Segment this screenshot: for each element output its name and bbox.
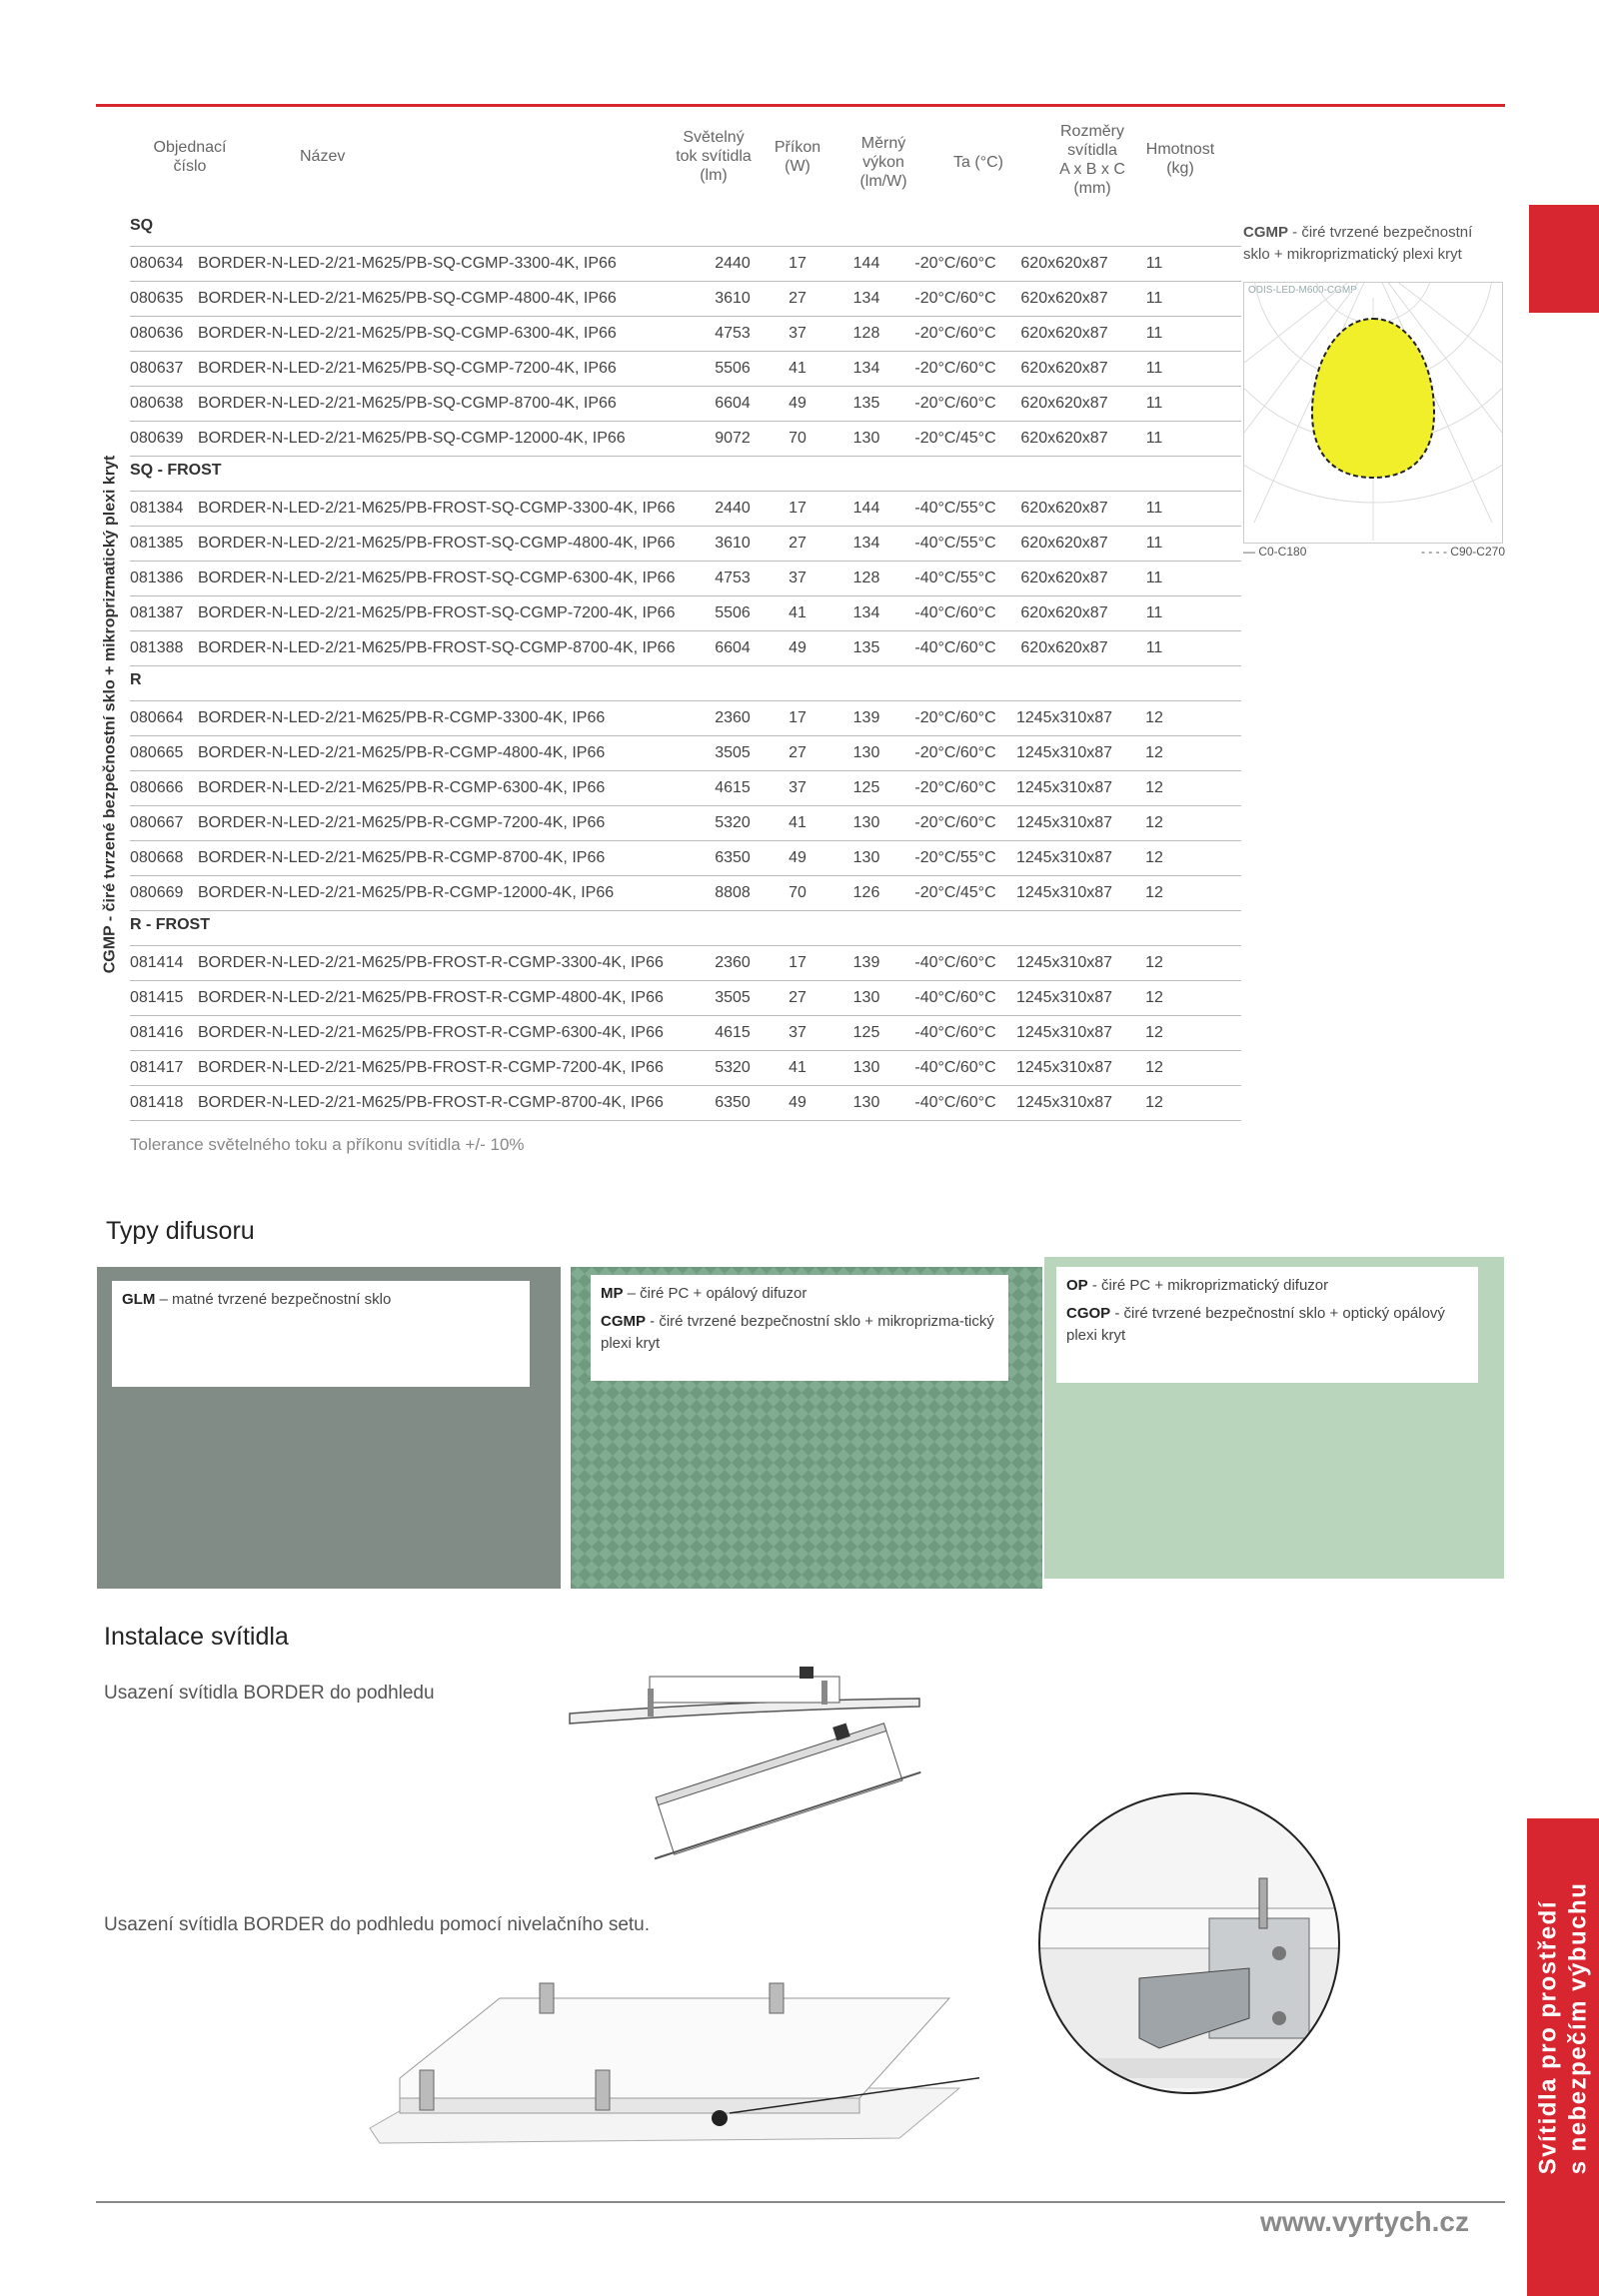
ambient-temp-cell: -40°C/60°C bbox=[914, 954, 996, 971]
table-row bbox=[130, 562, 1241, 596]
power-cell: 49 bbox=[789, 849, 806, 866]
weight-cell: 12 bbox=[1145, 884, 1163, 901]
product-name-cell: BORDER-N-LED-2/21-M625/PB-R-CGMP-12000-4K, IP66 bbox=[198, 884, 615, 901]
ambient-temp-cell: -20°C/60°C bbox=[914, 255, 996, 272]
ambient-temp-cell: -20°C/60°C bbox=[914, 814, 996, 831]
dimensions-cell: 1245x310x87 bbox=[1015, 744, 1113, 761]
product-name-cell: BORDER-N-LED-2/21-M625/PB-R-CGMP-4800-4K, IP66 bbox=[198, 744, 606, 761]
luminous-flux-cell: 5320 bbox=[715, 1059, 751, 1076]
power-cell: 37 bbox=[789, 779, 806, 796]
dimensions-cell: 1245x310x87 bbox=[1015, 709, 1113, 726]
order-code-cell: 080639 bbox=[130, 430, 184, 447]
weight-cell: 11 bbox=[1145, 570, 1163, 586]
luminous-flux-cell: 3505 bbox=[715, 989, 751, 1006]
product-table bbox=[130, 212, 1241, 1121]
table-row bbox=[130, 946, 1241, 981]
order-code-cell: 080636 bbox=[130, 325, 184, 342]
power-cell: 41 bbox=[789, 360, 806, 377]
efficacy-cell: 128 bbox=[852, 325, 880, 342]
ambient-temp-cell: -20°C/60°C bbox=[914, 360, 996, 377]
weight-cell: 12 bbox=[1145, 709, 1163, 726]
luminous-flux-cell: 6604 bbox=[715, 395, 751, 412]
product-name-cell: BORDER-N-LED-2/21-M625/PB-SQ-CGMP-8700-4K, IP66 bbox=[198, 395, 617, 412]
power-cell: 49 bbox=[789, 639, 806, 656]
polar-diagram-svg bbox=[1244, 283, 1502, 543]
ambient-temp-cell: -20°C/60°C bbox=[914, 290, 996, 307]
luminous-flux-cell: 3610 bbox=[715, 290, 751, 307]
weight-cell: 12 bbox=[1145, 989, 1163, 1006]
order-code-cell: 081416 bbox=[130, 1024, 184, 1041]
header-ta: Ta (°C) bbox=[953, 154, 1003, 171]
dimensions-cell: 620x620x87 bbox=[1020, 570, 1108, 586]
product-name-cell: BORDER-N-LED-2/21-M625/PB-R-CGMP-7200-4K, IP66 bbox=[198, 814, 606, 831]
weight-cell: 11 bbox=[1145, 500, 1163, 517]
weight-cell: 11 bbox=[1145, 360, 1163, 377]
order-code-cell: 081386 bbox=[130, 570, 184, 586]
table-row bbox=[130, 1016, 1241, 1051]
power-cell: 37 bbox=[789, 325, 806, 342]
bottom-rule bbox=[96, 2201, 1505, 2203]
table-row bbox=[130, 841, 1241, 876]
product-name-cell: BORDER-N-LED-2/21-M625/PB-R-CGMP-3300-4K, IP66 bbox=[198, 709, 606, 726]
efficacy-cell: 139 bbox=[852, 709, 880, 726]
material-vertical-label: CGMP - čiré tvrzené bezpečnostní sklo + mikroprizmatický plexi kryt bbox=[101, 455, 118, 974]
efficacy-cell: 128 bbox=[852, 570, 880, 586]
product-name-cell: BORDER-N-LED-2/21-M625/PB-FROST-R-CGMP-7200-4K, IP66 bbox=[198, 1059, 664, 1076]
product-name-cell: BORDER-N-LED-2/21-M625/PB-FROST-SQ-CGMP-7200-4K, IP66 bbox=[198, 604, 676, 621]
ambient-temp-cell: -40°C/60°C bbox=[914, 989, 996, 1006]
diffuser-glm-label: GLM – matné tvrzené bezpečnostní sklo bbox=[112, 1281, 530, 1387]
diffuser-mp-sample bbox=[571, 1267, 1042, 1589]
installation-text-1: Usazení svítidla BORDER do podhledu bbox=[104, 1683, 435, 1704]
dimensions-cell: 1245x310x87 bbox=[1015, 884, 1113, 901]
weight-cell: 11 bbox=[1145, 290, 1163, 307]
efficacy-cell: 144 bbox=[852, 500, 880, 517]
efficacy-cell: 125 bbox=[852, 779, 880, 796]
product-name-cell: BORDER-N-LED-2/21-M625/PB-FROST-R-CGMP-8700-4K, IP66 bbox=[198, 1094, 664, 1111]
weight-cell: 11 bbox=[1145, 604, 1163, 621]
ambient-temp-cell: -40°C/55°C bbox=[914, 500, 996, 517]
efficacy-cell: 126 bbox=[852, 884, 880, 901]
order-code-cell: 080635 bbox=[130, 290, 184, 307]
product-name-cell: BORDER-N-LED-2/21-M625/PB-SQ-CGMP-6300-4K, IP66 bbox=[198, 325, 617, 342]
power-cell: 27 bbox=[789, 744, 806, 761]
dimensions-cell: 1245x310x87 bbox=[1015, 1094, 1113, 1111]
table-row bbox=[130, 352, 1241, 387]
weight-cell: 12 bbox=[1145, 1059, 1163, 1076]
ambient-temp-cell: -20°C/60°C bbox=[914, 779, 996, 796]
dimensions-cell: 1245x310x87 bbox=[1015, 849, 1113, 866]
ambient-temp-cell: -40°C/60°C bbox=[914, 1059, 996, 1076]
efficacy-cell: 130 bbox=[852, 430, 880, 447]
power-cell: 41 bbox=[789, 1059, 806, 1076]
table-row bbox=[130, 387, 1241, 422]
power-cell: 27 bbox=[789, 989, 806, 1006]
power-cell: 49 bbox=[789, 395, 806, 412]
order-code-cell: 080637 bbox=[130, 360, 184, 377]
group-title: R - FROST bbox=[130, 911, 1241, 946]
weight-cell: 12 bbox=[1145, 849, 1163, 866]
top-red-rule bbox=[96, 104, 1505, 107]
product-name-cell: BORDER-N-LED-2/21-M625/PB-FROST-R-CGMP-3300-4K, IP66 bbox=[198, 954, 664, 971]
dimensions-cell: 620x620x87 bbox=[1020, 395, 1108, 412]
diffuser-op-label: OP - čiré PC + mikroprizmatický difuzor CGOP - čiré tvrzené bezpečnostní sklo + optický opálový plexi kryt bbox=[1056, 1267, 1478, 1383]
ambient-temp-cell: -40°C/60°C bbox=[914, 639, 996, 656]
group-title: SQ - FROST bbox=[130, 457, 1241, 492]
footer-url: www.vyrtych.cz bbox=[1259, 2206, 1469, 2237]
table-row bbox=[130, 1051, 1241, 1086]
dimensions-cell: 620x620x87 bbox=[1020, 430, 1108, 447]
ambient-temp-cell: -20°C/45°C bbox=[914, 884, 996, 901]
luminous-flux-cell: 4615 bbox=[715, 779, 751, 796]
dimensions-cell: 620x620x87 bbox=[1020, 255, 1108, 272]
power-cell: 70 bbox=[789, 430, 806, 447]
table-row bbox=[130, 282, 1241, 317]
dimensions-cell: 1245x310x87 bbox=[1015, 814, 1113, 831]
weight-cell: 11 bbox=[1145, 639, 1163, 656]
dimensions-cell: 1245x310x87 bbox=[1015, 954, 1113, 971]
weight-cell: 11 bbox=[1145, 255, 1163, 272]
luminous-flux-cell: 5320 bbox=[715, 814, 751, 831]
product-name-cell: BORDER-N-LED-2/21-M625/PB-SQ-CGMP-3300-4K, IP66 bbox=[198, 255, 617, 272]
table-row bbox=[130, 492, 1241, 527]
product-name-cell: BORDER-N-LED-2/21-M625/PB-FROST-R-CGMP-6300-4K, IP66 bbox=[198, 1024, 664, 1041]
product-name-cell: BORDER-N-LED-2/21-M625/PB-FROST-SQ-CGMP-4800-4K, IP66 bbox=[198, 535, 676, 552]
ambient-temp-cell: -40°C/60°C bbox=[914, 604, 996, 621]
ambient-temp-cell: -40°C/55°C bbox=[914, 535, 996, 552]
group-title: SQ bbox=[130, 212, 1241, 247]
legend-c90-c270: - - - - C90-C270 bbox=[1420, 545, 1505, 559]
dimensions-cell: 1245x310x87 bbox=[1015, 779, 1113, 796]
polar-curve bbox=[1312, 319, 1434, 478]
efficacy-cell: 139 bbox=[852, 954, 880, 971]
dimensions-cell: 1245x310x87 bbox=[1015, 989, 1113, 1006]
luminous-flux-cell: 3610 bbox=[715, 535, 751, 552]
diffusers-title: Typy difusoru bbox=[106, 1217, 255, 1245]
product-name-cell: BORDER-N-LED-2/21-M625/PB-FROST-SQ-CGMP-6300-4K, IP66 bbox=[198, 570, 676, 586]
weight-cell: 12 bbox=[1145, 779, 1163, 796]
order-code-cell: 080665 bbox=[130, 744, 184, 761]
power-cell: 37 bbox=[789, 1024, 806, 1041]
order-code-cell: 080638 bbox=[130, 395, 184, 412]
luminous-flux-cell: 8808 bbox=[715, 884, 751, 901]
product-name-cell: BORDER-N-LED-2/21-M625/PB-R-CGMP-6300-4K, IP66 bbox=[198, 779, 606, 796]
order-code-cell: 081418 bbox=[130, 1094, 184, 1111]
table-row bbox=[130, 1086, 1241, 1121]
table-row bbox=[130, 422, 1241, 457]
diffuser-glm-sample bbox=[97, 1267, 561, 1589]
luminous-flux-cell: 3505 bbox=[715, 744, 751, 761]
efficacy-cell: 130 bbox=[852, 1094, 880, 1111]
product-name-cell: BORDER-N-LED-2/21-M625/PB-FROST-SQ-CGMP-8700-4K, IP66 bbox=[198, 639, 676, 656]
detail-zoom-circle bbox=[1029, 1788, 1349, 2098]
power-cell: 27 bbox=[789, 290, 806, 307]
installation-diagram-ceiling bbox=[560, 1649, 939, 1878]
product-name-cell: BORDER-N-LED-2/21-M625/PB-SQ-CGMP-7200-4K, IP66 bbox=[198, 360, 617, 377]
efficacy-cell: 134 bbox=[852, 604, 880, 621]
luminous-flux-cell: 2440 bbox=[715, 255, 751, 272]
efficacy-cell: 130 bbox=[852, 849, 880, 866]
dimensions-cell: 620x620x87 bbox=[1020, 500, 1108, 517]
table-row bbox=[130, 631, 1241, 666]
weight-cell: 11 bbox=[1145, 430, 1163, 447]
efficacy-cell: 144 bbox=[852, 255, 880, 272]
order-code-cell: 080664 bbox=[130, 709, 184, 726]
ambient-temp-cell: -20°C/60°C bbox=[914, 744, 996, 761]
weight-cell: 11 bbox=[1145, 325, 1163, 342]
efficacy-cell: 135 bbox=[852, 639, 880, 656]
dimensions-cell: 620x620x87 bbox=[1020, 639, 1108, 656]
ambient-temp-cell: -20°C/45°C bbox=[914, 430, 996, 447]
header-dims: Rozměry svítidla A x B x C (mm) bbox=[1059, 123, 1125, 197]
efficacy-cell: 134 bbox=[852, 535, 880, 552]
luminous-flux-cell: 6604 bbox=[715, 639, 751, 656]
product-name-cell: BORDER-N-LED-2/21-M625/PB-FROST-R-CGMP-4800-4K, IP66 bbox=[198, 989, 664, 1006]
order-code-cell: 081387 bbox=[130, 604, 184, 621]
luminous-flux-cell: 6350 bbox=[715, 1094, 751, 1111]
ambient-temp-cell: -20°C/55°C bbox=[914, 849, 996, 866]
power-cell: 41 bbox=[789, 604, 806, 621]
luminous-flux-cell: 9072 bbox=[715, 430, 751, 447]
weight-cell: 12 bbox=[1145, 954, 1163, 971]
table-row bbox=[130, 771, 1241, 806]
table-row bbox=[130, 876, 1241, 911]
header-name: Název bbox=[300, 148, 346, 165]
dimensions-cell: 1245x310x87 bbox=[1015, 1024, 1113, 1041]
efficacy-cell: 134 bbox=[852, 360, 880, 377]
header-code: Objednací číslo bbox=[153, 139, 227, 175]
diffuser-mp-label: MP – čiré PC + opálový difuzor CGMP - čiré tvrzené bezpečnostní sklo + mikroprizma-tický plexi kryt bbox=[591, 1275, 1008, 1381]
efficacy-cell: 130 bbox=[852, 814, 880, 831]
order-code-cell: 080666 bbox=[130, 779, 184, 796]
power-cell: 27 bbox=[789, 535, 806, 552]
order-code-cell: 081414 bbox=[130, 954, 184, 971]
luminous-flux-cell: 2440 bbox=[715, 500, 751, 517]
ambient-temp-cell: -20°C/60°C bbox=[914, 709, 996, 726]
installation-title: Instalace svítidla bbox=[104, 1623, 289, 1651]
ambient-temp-cell: -40°C/60°C bbox=[914, 1094, 996, 1111]
dimensions-cell: 620x620x87 bbox=[1020, 360, 1108, 377]
polar-caption: CGMP - čiré tvrzené bezpečnostní sklo + mikroprizmatický plexi kryt bbox=[1243, 224, 1473, 263]
luminous-flux-cell: 2360 bbox=[715, 954, 751, 971]
power-cell: 17 bbox=[789, 954, 806, 971]
table-row bbox=[130, 736, 1241, 771]
legend-c0-c180: — C0-C180 bbox=[1243, 545, 1307, 559]
product-name-cell: BORDER-N-LED-2/21-M625/PB-SQ-CGMP-4800-4K, IP66 bbox=[198, 290, 617, 307]
header-flux: Světelný tok svítidla (lm) bbox=[676, 129, 752, 184]
header-power: Příkon (W) bbox=[774, 139, 821, 175]
table-row bbox=[130, 701, 1241, 736]
power-cell: 70 bbox=[789, 884, 806, 901]
weight-cell: 12 bbox=[1145, 1024, 1163, 1041]
luminous-flux-cell: 2360 bbox=[715, 709, 751, 726]
efficacy-cell: 130 bbox=[852, 989, 880, 1006]
power-cell: 17 bbox=[789, 500, 806, 517]
table-row bbox=[130, 527, 1241, 562]
product-name-cell: BORDER-N-LED-2/21-M625/PB-FROST-SQ-CGMP-3300-4K, IP66 bbox=[198, 500, 676, 517]
ambient-temp-cell: -20°C/60°C bbox=[914, 395, 996, 412]
dimensions-cell: 620x620x87 bbox=[1020, 535, 1108, 552]
luminous-flux-cell: 5506 bbox=[715, 604, 751, 621]
weight-cell: 11 bbox=[1145, 395, 1163, 412]
order-code-cell: 080669 bbox=[130, 884, 184, 901]
dimensions-cell: 1245x310x87 bbox=[1015, 1059, 1113, 1076]
installation-text-2: Usazení svítidla BORDER do podhledu pomocí nivelačního setu. bbox=[104, 1914, 651, 1935]
table-row bbox=[130, 317, 1241, 352]
polar-model-label: ODIS-LED-M600-CGMP bbox=[1248, 285, 1357, 296]
header-weight: Hmotnost (kg) bbox=[1145, 141, 1215, 177]
efficacy-cell: 125 bbox=[852, 1024, 880, 1041]
tolerance-note: Tolerance světelného toku a příkonu svítidla +/- 10% bbox=[130, 1135, 525, 1154]
ambient-temp-cell: -40°C/60°C bbox=[914, 1024, 996, 1041]
polar-legend bbox=[1243, 545, 1505, 559]
table-row bbox=[130, 981, 1241, 1016]
efficacy-cell: 130 bbox=[852, 1059, 880, 1076]
order-code-cell: 081385 bbox=[130, 535, 184, 552]
dimensions-cell: 620x620x87 bbox=[1020, 290, 1108, 307]
power-cell: 37 bbox=[789, 570, 806, 586]
table-row bbox=[130, 596, 1241, 631]
efficacy-cell: 135 bbox=[852, 395, 880, 412]
order-code-cell: 081388 bbox=[130, 639, 184, 656]
efficacy-cell: 134 bbox=[852, 290, 880, 307]
ambient-temp-cell: -20°C/60°C bbox=[914, 325, 996, 342]
power-cell: 41 bbox=[789, 814, 806, 831]
polar-diagram bbox=[1243, 282, 1503, 544]
efficacy-cell: 130 bbox=[852, 744, 880, 761]
order-code-cell: 080667 bbox=[130, 814, 184, 831]
order-code-cell: 081384 bbox=[130, 500, 184, 517]
product-name-cell: BORDER-N-LED-2/21-M625/PB-SQ-CGMP-12000-4K, IP66 bbox=[198, 430, 626, 447]
luminous-flux-cell: 4753 bbox=[715, 325, 751, 342]
power-cell: 17 bbox=[789, 255, 806, 272]
luminous-flux-cell: 6350 bbox=[715, 849, 751, 866]
luminous-flux-cell: 5506 bbox=[715, 360, 751, 377]
dimensions-cell: 620x620x87 bbox=[1020, 325, 1108, 342]
order-code-cell: 081417 bbox=[130, 1059, 184, 1076]
luminous-flux-cell: 4753 bbox=[715, 570, 751, 586]
weight-cell: 12 bbox=[1145, 1094, 1163, 1111]
red-edge-tab bbox=[1529, 205, 1599, 313]
dimensions-cell: 620x620x87 bbox=[1020, 604, 1108, 621]
weight-cell: 12 bbox=[1145, 744, 1163, 761]
header-efficacy: Měrný výkon (lm/W) bbox=[859, 135, 907, 190]
product-name-cell: BORDER-N-LED-2/21-M625/PB-R-CGMP-8700-4K, IP66 bbox=[198, 849, 606, 866]
power-cell: 17 bbox=[789, 709, 806, 726]
order-code-cell: 081415 bbox=[130, 989, 184, 1006]
table-row bbox=[130, 247, 1241, 282]
installation-diagram-leveling bbox=[360, 1938, 979, 2168]
luminous-flux-cell: 4615 bbox=[715, 1024, 751, 1041]
weight-cell: 11 bbox=[1145, 535, 1163, 552]
diffuser-op-sample bbox=[1044, 1257, 1504, 1579]
power-cell: 49 bbox=[789, 1094, 806, 1111]
group-title: R bbox=[130, 666, 1241, 701]
ambient-temp-cell: -40°C/55°C bbox=[914, 570, 996, 586]
weight-cell: 12 bbox=[1145, 814, 1163, 831]
table-row bbox=[130, 806, 1241, 841]
order-code-cell: 080634 bbox=[130, 255, 184, 272]
order-code-cell: 080668 bbox=[130, 849, 184, 866]
section-side-label: Svítidla pro prostředí s nebezpečím výbuchu bbox=[1534, 1881, 1591, 2175]
